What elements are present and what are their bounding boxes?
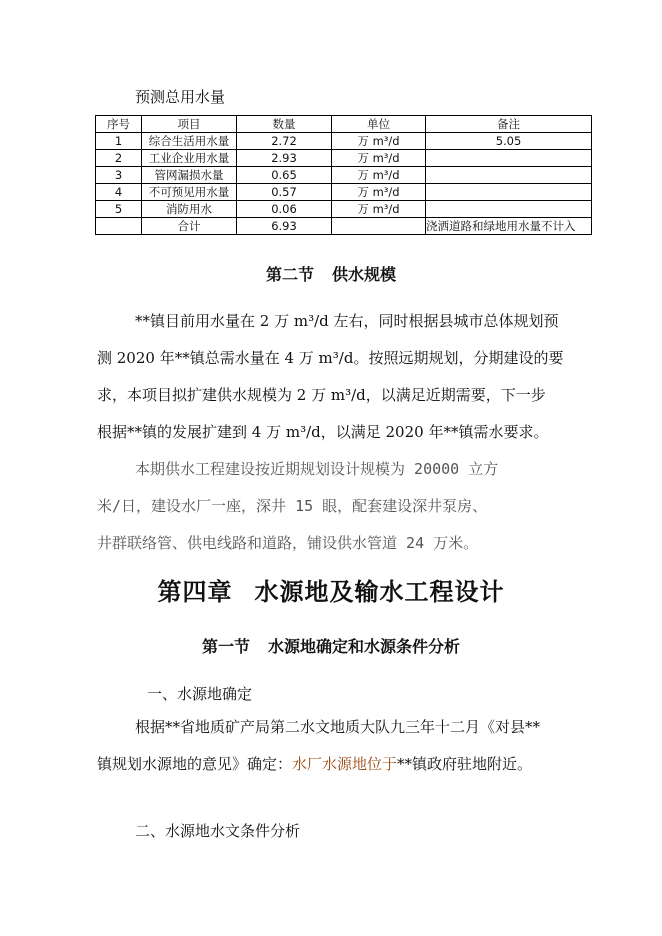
table-cell (96, 218, 142, 235)
table-cell: 万 m³/d (332, 167, 426, 184)
paragraph-line: 根据**镇的发展扩建到 4 万 m³/d，以满足 2020 年**镇需水要求。 (97, 423, 549, 441)
paragraph-line: 根据**省地质矿产局第二水文地质大队九三年十二月《对县** (135, 718, 541, 736)
section-name: 供水规模 (332, 265, 397, 284)
table-cell: 0.65 (237, 167, 332, 184)
paragraph-line: 米/日，建设水厂一座，深井 15 眼，配套建设深井泵房、 (97, 497, 488, 515)
header-cell: 单位 (332, 116, 426, 133)
table-cell (426, 167, 592, 184)
project-scale-paragraph (97, 451, 567, 562)
section-2-title (0, 262, 662, 285)
chapter-4-title (0, 572, 662, 607)
header-cell: 项目 (142, 116, 237, 133)
table-header-row (96, 116, 592, 133)
table-row (96, 201, 592, 218)
table-cell: 5.05 (426, 133, 592, 150)
water-demand-table (95, 115, 592, 235)
text-run: 镇规划水源地的意见》确定： (97, 755, 293, 773)
table-cell: 万 m³/d (332, 133, 426, 150)
table-cell: 管网漏损水量 (142, 167, 237, 184)
table-cell: 2.93 (237, 150, 332, 167)
table-caption: 预测总用水量 (135, 88, 226, 106)
table-cell: 6.93 (237, 218, 332, 235)
table-cell: 消防用水 (142, 201, 237, 218)
table-row (96, 167, 592, 184)
table-cell: 1 (96, 133, 142, 150)
table-cell: 5 (96, 201, 142, 218)
section-number: 第一节 (201, 637, 250, 656)
subheading-water-source: 一、水源地确定 (147, 685, 253, 703)
header-cell: 序号 (96, 116, 142, 133)
table-cell (426, 184, 592, 201)
paragraph-line: 本期供水工程建设按近期规划设计规模为 20000 立方 (135, 460, 499, 478)
table-cell: 2.72 (237, 133, 332, 150)
chapter-name: 水源地及输水工程设计 (254, 577, 505, 606)
chapter-number: 第四章 (157, 577, 233, 606)
header-cell: 数量 (237, 116, 332, 133)
paragraph-line: **镇目前用水量在 2 万 m³/d 左右，同时根据县城市总体规划预 (135, 312, 559, 330)
section-number: 第二节 (265, 265, 314, 284)
text-run: **镇政府驻地附近。 (397, 755, 533, 773)
table-row (96, 218, 592, 235)
table-cell: 0.06 (237, 201, 332, 218)
table-cell: 0.57 (237, 184, 332, 201)
table-cell: 万 m³/d (332, 150, 426, 167)
table-cell: 工业企业用水量 (142, 150, 237, 167)
table-cell: 4 (96, 184, 142, 201)
header-cell: 备注 (426, 116, 592, 133)
table-cell (426, 150, 592, 167)
paragraph-line: 求，本项目拟扩建供水规模为 2 万 m³/d，以满足近期需要，下一步 (97, 386, 546, 404)
table-cell: 综合生活用水量 (142, 133, 237, 150)
table-row (96, 150, 592, 167)
section-name: 水源地确定和水源条件分析 (268, 637, 461, 656)
table-cell: 2 (96, 150, 142, 167)
water-source-paragraph (97, 709, 567, 783)
table-cell: 3 (96, 167, 142, 184)
table-cell: 合计 (142, 218, 237, 235)
paragraph-line (97, 746, 567, 783)
section-1-title (0, 634, 662, 657)
supply-scale-paragraph (97, 303, 567, 451)
paragraph-line: 井群联络管、供电线路和道路，铺设供水管道 24 万米。 (97, 534, 479, 552)
table-cell: 万 m³/d (332, 201, 426, 218)
table-cell: 万 m³/d (332, 184, 426, 201)
table-cell (426, 201, 592, 218)
table-cell: 浇洒道路和绿地用水量不计入 (426, 218, 592, 235)
paragraph-line: 测 2020 年**镇总需水量在 4 万 m³/d。按照远期规划，分期建设的要 (97, 349, 564, 367)
subheading-hydrology: 二、水源地水文条件分析 (135, 822, 301, 840)
table-cell (332, 218, 426, 235)
table-cell: 不可预见用水量 (142, 184, 237, 201)
table-row (96, 133, 592, 150)
highlighted-text: 水厂水源地位于 (292, 755, 398, 773)
table-row (96, 184, 592, 201)
